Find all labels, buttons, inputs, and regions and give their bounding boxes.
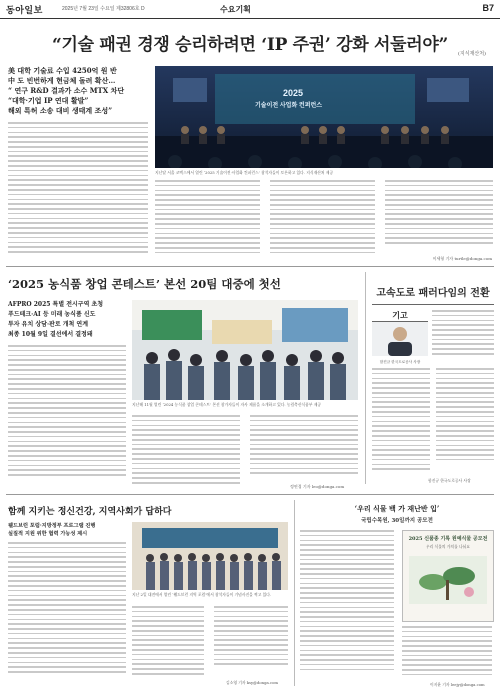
top-body-col1 [8, 122, 148, 262]
top-source: (지식재산처) [457, 51, 486, 57]
top-reporter: 이세형 기자 turtle@donga.com [432, 256, 492, 261]
bottom-body-col2 [132, 606, 204, 686]
mid-lead-line: AFPRO 2025 특별 전시구역 초청 [8, 301, 104, 308]
side-headline: ‘우리 식물 백 가 재난반 입’ [354, 504, 440, 513]
top-lead [8, 66, 148, 116]
bottom-lead-line: 실질적 지원 위한 협력 가능성 제시 [8, 531, 88, 537]
top-lead-line: “ 연구 R&D 결과가 소수 MTX 차단 [8, 86, 125, 95]
mid-body-col2 [132, 415, 240, 493]
column-author: 함진규 한국도로공사 사장 [379, 360, 421, 364]
poster-plant-graphic [403, 552, 493, 608]
mid-lead-line: 투자 유치 상담·판로 개척 연계 [8, 321, 88, 328]
bottom-headline: 함께 지키는 정신건강, 지역사회가 답하다 [8, 507, 172, 517]
column-author-box [372, 310, 428, 364]
bottom-lead [8, 522, 126, 538]
poster-title: 2025 신품종 기록 원예식물 공모전 [408, 536, 488, 542]
contest-poster [402, 530, 494, 622]
mid-lead-line: 푸드테크·AI 등 미래 농식품 신도 [8, 311, 96, 318]
top-headline: “기술 패권 경쟁 승리하려면 ‘IP 주권’ 강화 서둘러야” [52, 35, 448, 55]
bottom-body-col3 [214, 606, 288, 676]
mid-body-col1 [8, 345, 126, 490]
mid-lead-line: 최종 10월 9일 결선에서 결정돼 [8, 331, 93, 338]
bottom-lead-line: 웰드브런 포럼·지방정부 프로그램 진행 [8, 523, 96, 529]
top-lead-line: 中 도 빈번하게 현금체 돌려 확산… [8, 76, 116, 85]
brand-logo: 동아일보 [6, 5, 43, 15]
top-lead-line: “대학·기업 IP 연대 활발” [8, 96, 89, 105]
mid-lead [8, 300, 126, 340]
column-divider [294, 500, 295, 686]
mid-body-col3 [250, 415, 358, 481]
divider [6, 494, 494, 495]
mid-reporter: 정연경 기자 leo@donga.com [290, 484, 345, 489]
bottom-reporter: 김소영 기자 ksy@donga.com [226, 680, 279, 685]
column-body-col1 [432, 310, 494, 362]
divider [6, 266, 494, 267]
top-photo-caption: 지난달 서울 코엑스에서 열린 ‘2025 기술이전·사업화 컨퍼런스’ 참석자들이 토론하고 있다. 지식재산처 제공 [155, 170, 334, 175]
banner-year: 2025 [283, 88, 304, 98]
column-divider [365, 272, 366, 484]
column-body-col2 [372, 368, 430, 484]
top-body-col2 [155, 180, 260, 262]
column-headline: 고속도로 패러다임의 전환 [376, 288, 490, 299]
top-body-col3 [270, 180, 375, 262]
page-number: B7 [482, 3, 494, 13]
page-header [0, 0, 500, 19]
top-body-col4 [385, 180, 493, 252]
side-subhead: 국립수목원, 30일까지 공모전 [361, 518, 433, 524]
mid-photo-caption: 지난해 11월 열린 ‘2024 농식품 창업 콘테스트’ 본선 참가자들이 자사 제품을 소개하고 있다. 농림축산식품부 제공 [132, 402, 322, 407]
expo-photo [132, 300, 358, 400]
banner-title: 기술이전 사업화 컨퍼런스 [255, 103, 323, 109]
top-lead-line: 해외 특허 소송 대비 생태계 조성” [8, 106, 113, 115]
conference-photo-graphic [155, 66, 493, 168]
side-body-col2 [402, 626, 492, 682]
mid-headline: ‘2025 농식품 창업 콘테스트’ 본선 20팀 대중에 첫선 [8, 277, 281, 291]
forum-photo-graphic [132, 522, 288, 590]
side-body-col1 [300, 530, 394, 686]
column-tag: 기고 [372, 310, 428, 322]
column-body-col3 [436, 368, 494, 476]
issue-info: 2025년 7월 23일 수요일 제32806호 D [62, 6, 145, 12]
expo-photo-graphic [132, 300, 358, 400]
side-reporter: 이지윤 기자 leejy@donga.com [430, 682, 485, 687]
column-byline: 함진규 한국도로공사 사장 [428, 478, 471, 483]
bottom-body-col1 [8, 542, 126, 687]
bottom-photo-caption: 지난 2일 대전에서 열린 ‘웰드브런 지역 포럼’에서 참석자들이 기념사진을 찍고 있다. [132, 592, 272, 597]
poster-subtitle: 우리 식물의 가치를 나눠요 [426, 544, 470, 549]
forum-photo [132, 522, 288, 590]
column-rule [372, 304, 494, 305]
top-lead-line: 美 대학 기술료 수입 4250억 원 반 [8, 66, 117, 75]
conference-photo [155, 66, 493, 168]
author-portrait [372, 322, 428, 356]
section-title: 수요기획 [220, 5, 251, 14]
